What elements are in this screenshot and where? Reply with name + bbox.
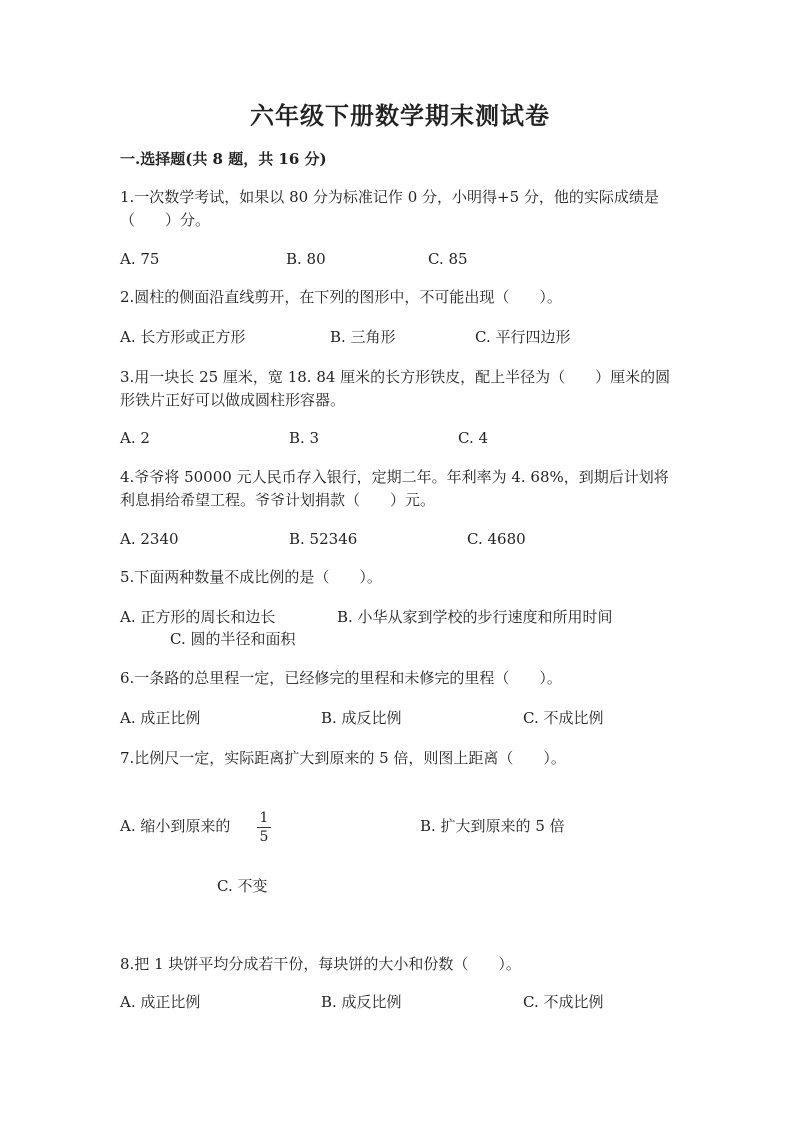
option-b[interactable]: B. 52346 [289, 530, 358, 548]
question-3-text: 3.用一块长 25 厘米，宽 18. 84 厘米的长方形铁皮，配上半径为（ ）厘米的圆形铁片正好可以做成圆柱形容器。 [120, 368, 671, 409]
option-c[interactable]: C. 不成比例 [523, 993, 604, 1011]
option-a[interactable]: A. 成正比例 [120, 993, 201, 1011]
option-b[interactable]: B. 三角形 [330, 328, 396, 346]
question-8-options [120, 991, 680, 1015]
option-a[interactable]: A. 75 [120, 250, 160, 268]
fraction-bar [257, 827, 271, 828]
question-4-options [120, 528, 680, 552]
fraction-denominator: 5 [259, 829, 269, 845]
option-a[interactable]: A. 2 [120, 429, 150, 447]
fraction-one-fifth [257, 810, 271, 845]
option-c[interactable]: C. 4 [458, 429, 489, 447]
question-4-text: 4.爷爷将 50000 元人民币存入银行，定期二年。年利率为 4. 68%，到期后计划将利息捐给希望工程。爷爷计划捐款（ ）元。 [120, 468, 669, 509]
option-a[interactable]: A. 缩小到原来的 [120, 817, 231, 835]
option-a[interactable]: A. 2340 [120, 530, 179, 548]
option-c[interactable]: C. 不变 [217, 877, 268, 895]
question-1-text: 1.一次数学考试，如果以 80 分为标准记作 0 分，小明得+5 分，他的实际成绩是（ ）分。 [120, 188, 659, 229]
question-6-text: 6.一条路的总里程一定，已经修完的里程和未修完的里程（ ）。 [120, 669, 562, 687]
page-title: 六年级下册数学期末测试卷 [250, 101, 550, 130]
question-1-options [120, 248, 680, 272]
option-b[interactable]: B. 成反比例 [321, 993, 402, 1011]
option-b[interactable]: B. 3 [289, 429, 320, 447]
option-a[interactable]: A. 成正比例 [120, 709, 201, 727]
option-c[interactable]: C. 平行四边形 [475, 328, 571, 346]
option-c[interactable]: C. 85 [428, 250, 468, 268]
option-a[interactable]: A. 正方形的周长和边长 [120, 608, 276, 626]
option-b[interactable]: B. 80 [286, 250, 326, 268]
question-7-options [120, 815, 680, 839]
question-5-text: 5.下面两种数量不成比例的是（ ）。 [120, 568, 382, 586]
question-5-options [120, 606, 680, 630]
question-6-options [120, 707, 680, 731]
question-2-text: 2.圆柱的侧面沿直线剪开，在下列的图形中，不可能出现（ ）。 [120, 288, 562, 306]
question-8-text: 8.把 1 块饼平均分成若干份，每块饼的大小和份数（ ）。 [120, 955, 521, 973]
option-a[interactable]: A. 长方形或正方形 [120, 328, 246, 346]
question-3-options [120, 427, 680, 451]
option-b[interactable]: B. 小华从家到学校的步行速度和所用时间 [337, 608, 613, 626]
option-c[interactable]: C. 圆的半径和面积 [170, 630, 296, 648]
question-5-options-row2 [120, 628, 680, 652]
option-b[interactable]: B. 成反比例 [321, 709, 402, 727]
question-2-options [120, 326, 680, 350]
option-b[interactable]: B. 扩大到原来的 5 倍 [420, 817, 565, 835]
option-c[interactable]: C. 4680 [467, 530, 526, 548]
fraction-numerator: 1 [259, 810, 269, 826]
option-c[interactable]: C. 不成比例 [523, 709, 604, 727]
question-7-options-row2 [120, 875, 680, 899]
section-heading: 一.选择题(共 8 题，共 16 分) [120, 150, 327, 168]
question-7-text: 7.比例尺一定，实际距离扩大到原来的 5 倍，则图上距离（ ）。 [120, 749, 566, 767]
